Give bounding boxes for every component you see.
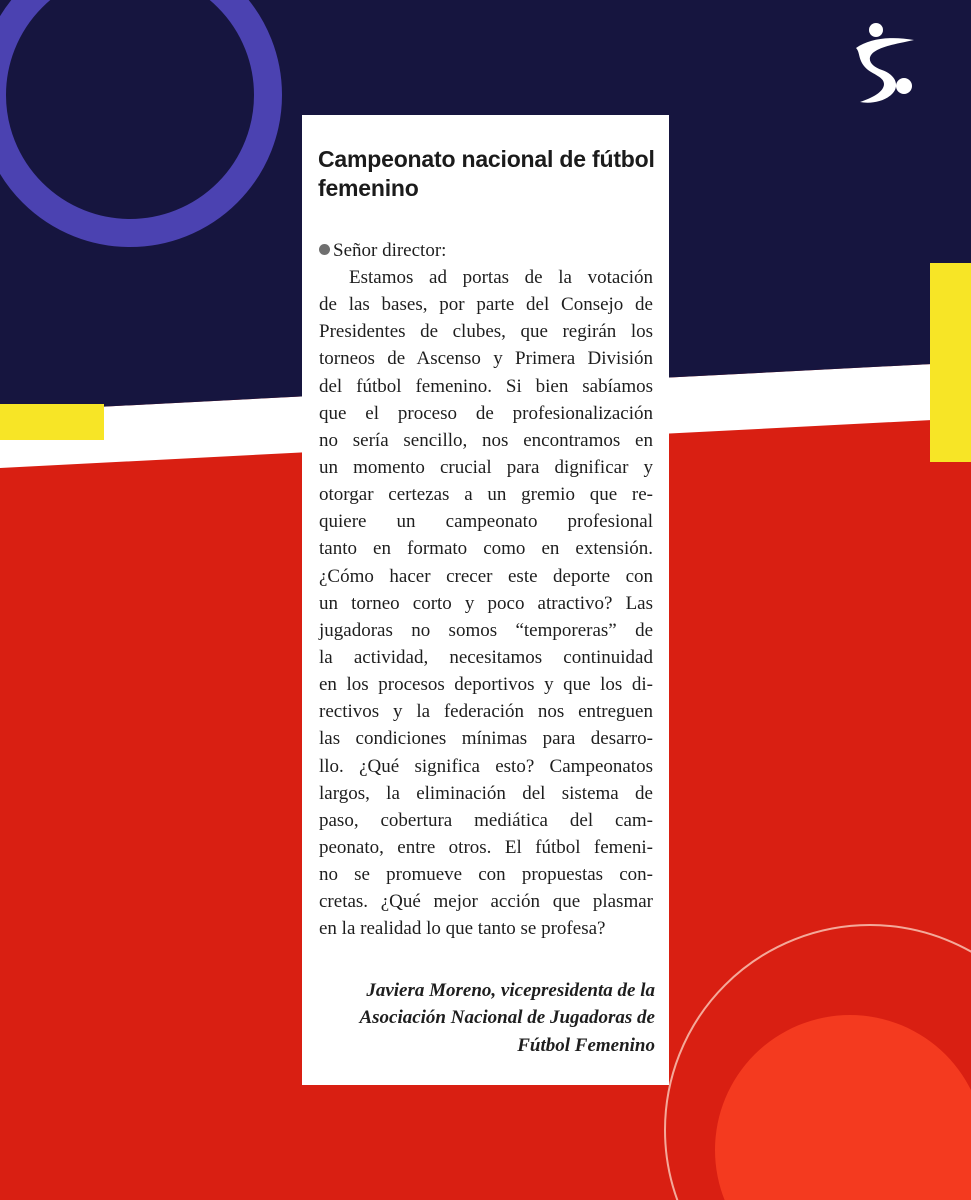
body-line: no sería sencillo, nos encontramos en	[319, 429, 653, 451]
body-line: cretas. ¿Qué mejor acción que plasmar	[319, 891, 653, 913]
signature-line: Asociación Nacional de Jugadoras de	[359, 1007, 655, 1029]
yellow-bar-right	[930, 263, 971, 462]
body-line: en los procesos deportivos y que los di-	[319, 674, 653, 696]
body-line: las condiciones mínimas para desarro-	[319, 728, 653, 750]
body-line: en la realidad lo que tanto se profesa?	[319, 918, 606, 940]
yellow-bar-left	[0, 404, 104, 440]
body-line: otorgar certezas a un gremio que re-	[319, 484, 653, 506]
body-line: del fútbol femenino. Si bien sabíamos	[319, 375, 653, 397]
body-line: Presidentes de clubes, que regirán los	[319, 321, 653, 343]
letter-headline: Campeonato nacional de fútbol femenino	[318, 146, 655, 201]
female-footballer-icon	[852, 20, 918, 108]
body-line: largos, la eliminación del sistema de	[319, 782, 653, 804]
body-line: que el proceso de profesionalización	[319, 402, 653, 424]
body-line: un torneo corto y poco atractivo? Las	[319, 592, 653, 614]
signature-line: Fútbol Femenino	[517, 1034, 655, 1056]
body-line: jugadoras no somos “temporeras” de	[319, 619, 653, 641]
body-line: Estamos ad portas de la votación	[349, 267, 653, 288]
letter-signature	[302, 977, 655, 1060]
body-line: quiere un campeonato profesional	[319, 511, 653, 533]
body-line: ¿Cómo hacer crecer este deporte con	[319, 565, 653, 587]
body-line: torneos de Ascenso y Primera División	[319, 348, 653, 370]
body-line: no se promueve con propuestas con-	[319, 864, 653, 886]
body-line: llo. ¿Qué significa esto? Campeonatos	[319, 755, 653, 777]
letter-body	[319, 264, 653, 943]
body-line: rectivos y la federación nos entreguen	[319, 701, 653, 723]
body-line: tanto en formato como en extensión.	[319, 538, 653, 560]
signature-line: Javiera Moreno, vicepresidenta de la	[366, 979, 655, 1001]
body-line: la actividad, necesitamos continuidad	[319, 646, 653, 668]
letter-salutation	[319, 237, 669, 264]
body-line: un momento crucial para dignificar y	[319, 456, 653, 478]
body-line: de las bases, por parte del Consejo de	[319, 294, 653, 316]
newspaper-letter-clipping	[302, 115, 669, 1085]
body-line: paso, cobertura mediática del cam-	[319, 809, 653, 831]
body-line: peonato, entre otros. El fútbol femeni-	[319, 836, 653, 858]
salutation-text: Señor director:	[333, 240, 447, 261]
bullet-icon	[319, 244, 330, 255]
